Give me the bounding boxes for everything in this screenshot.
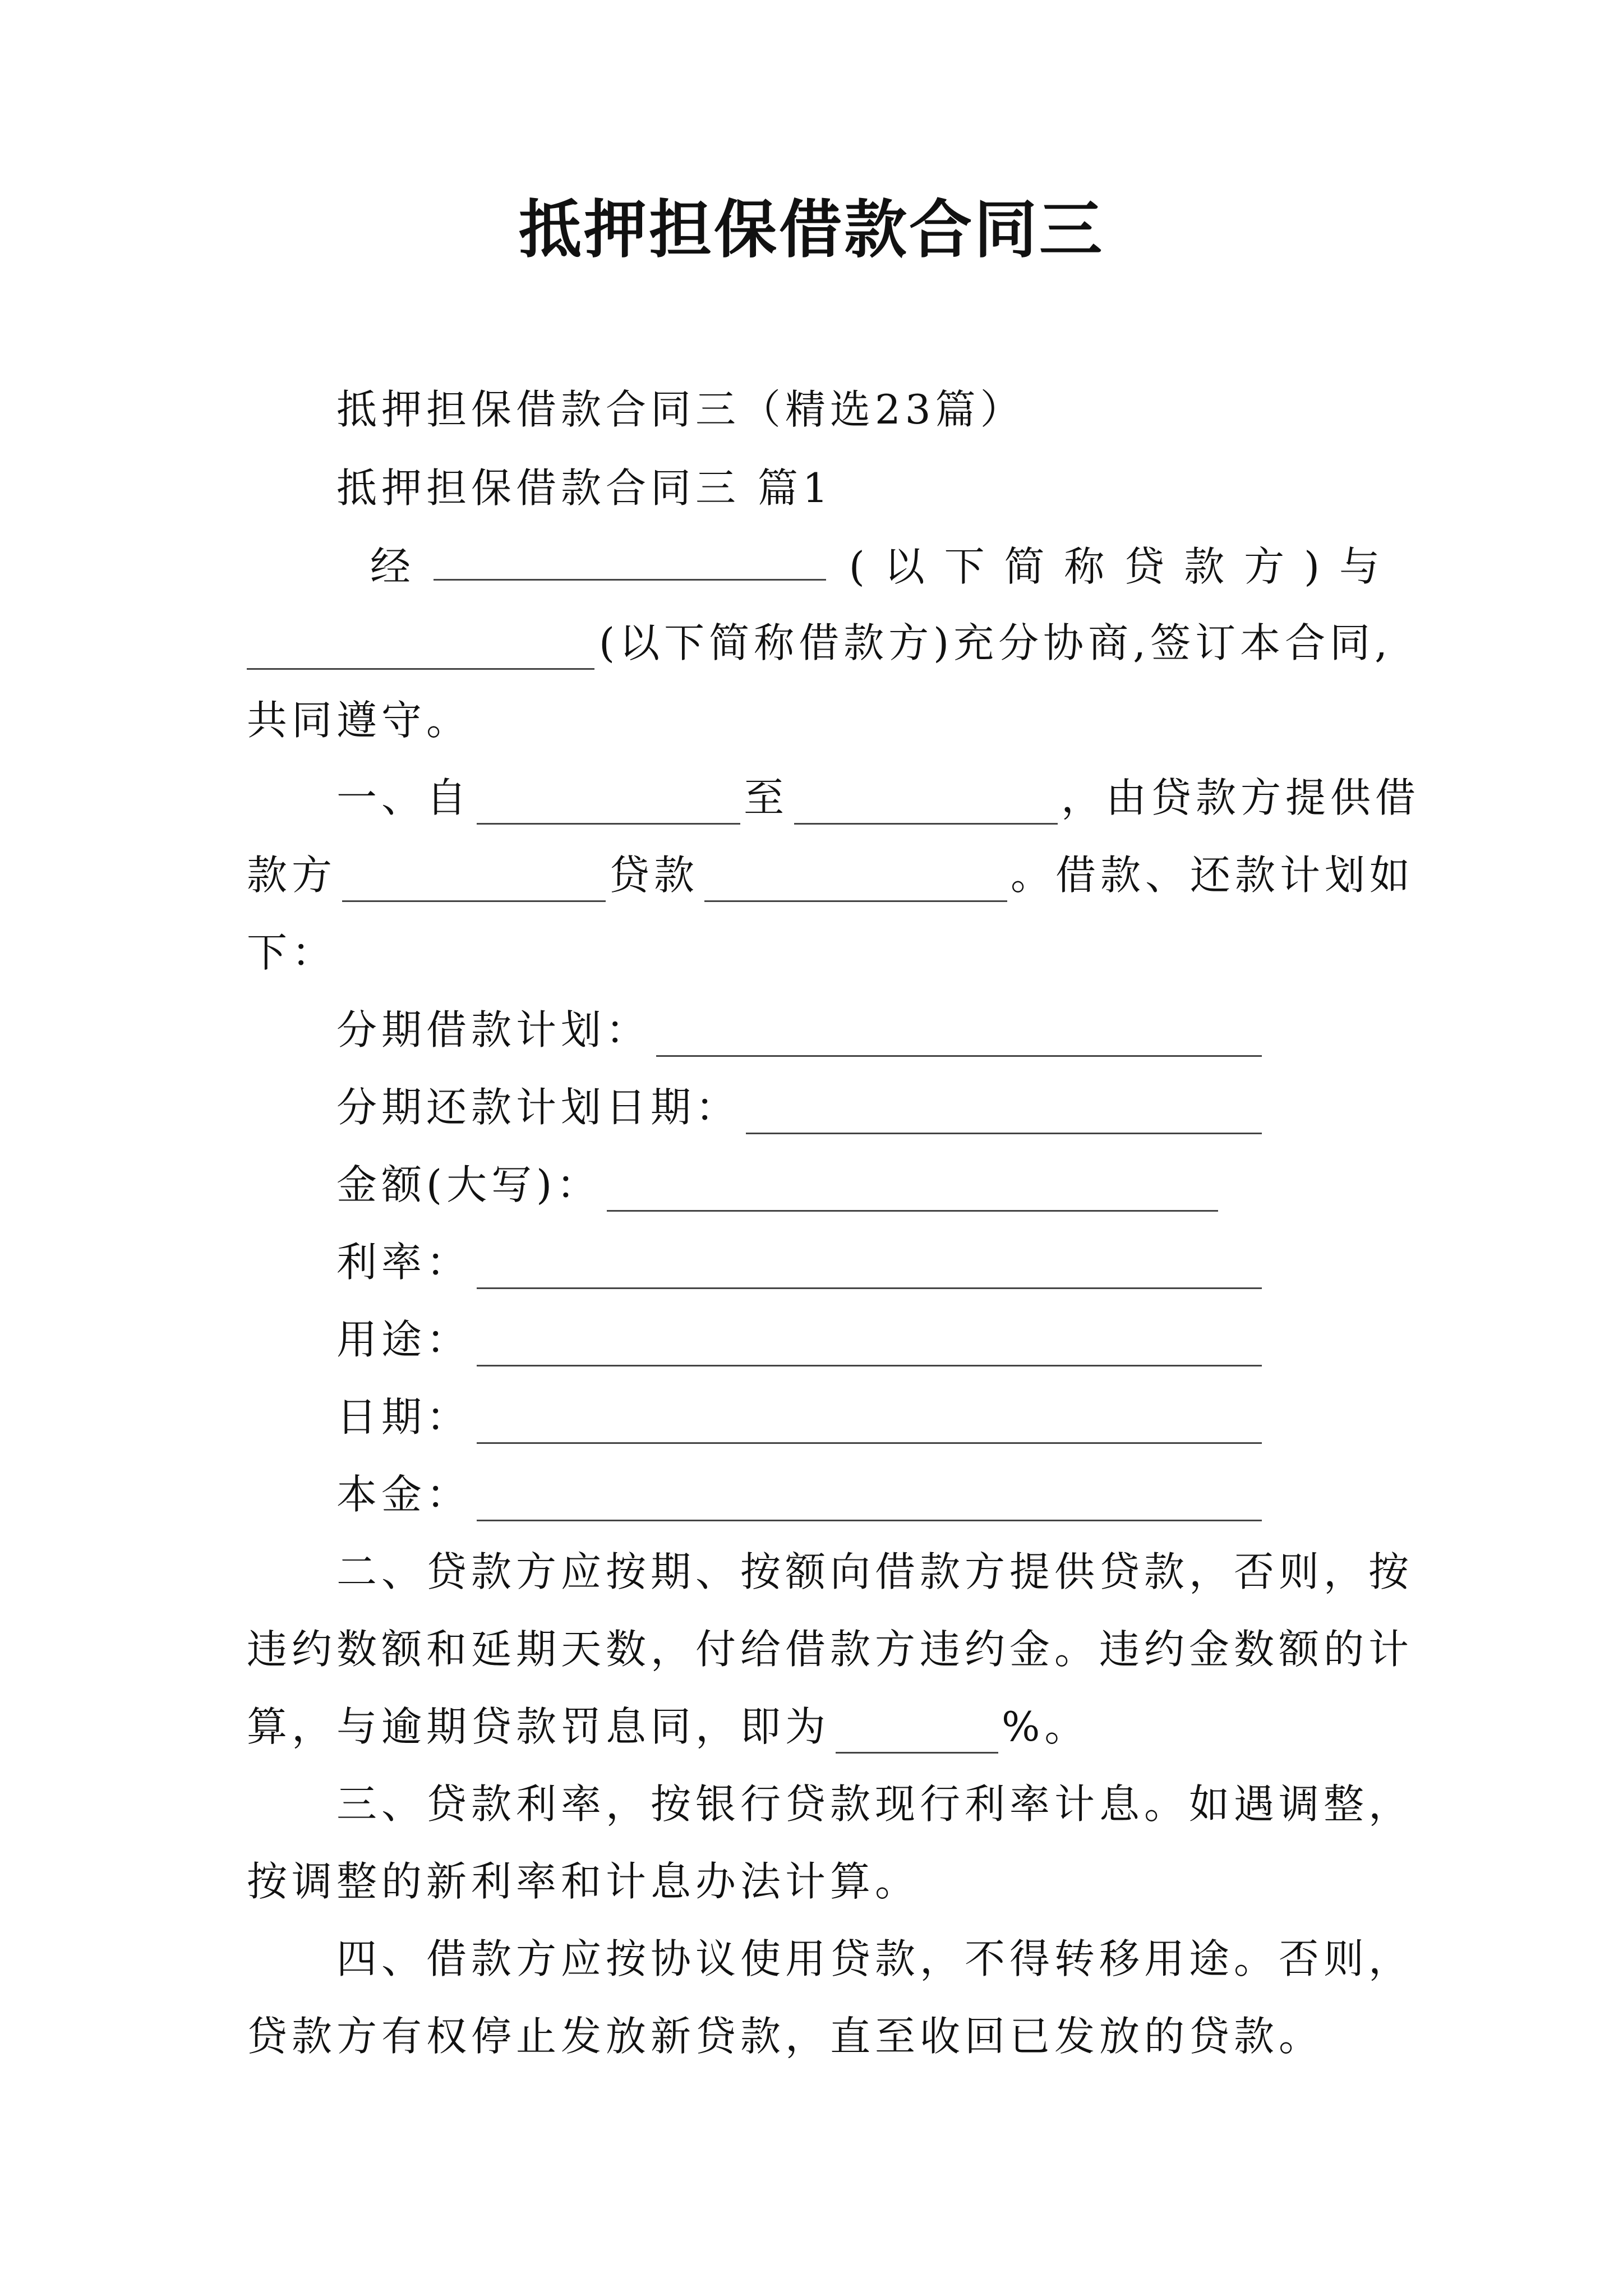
clause-1-line-1: 一、自 至 ，由贷款方提供借 [336,771,1420,825]
clause-3-line-2: 按调整的新利率和计息办法计算。 [247,1858,920,1905]
borrower-name-blank[interactable] [247,628,594,670]
borrower-blank[interactable] [342,860,606,902]
intro-line-3: 共同遵守。 [247,697,472,744]
clause-2-line-2: 违约数额和延期天数，付给借款方违约金。违约金数额的计 [247,1626,1414,1673]
field-repayment-dates: 分期还款计划日期： [336,1080,1265,1134]
document-subtitle: 抵押担保借款合同三（精选23篇） [336,386,1025,433]
loan-amount-blank[interactable] [704,860,1007,902]
purpose-blank[interactable] [477,1324,1262,1366]
clause-1-line-2: 款方 贷款 。借款、还款计划如 [247,848,1414,902]
document-title: 抵押担保借款合同三 [519,193,1104,266]
clause-4-line-2: 贷款方有权停止发放新贷款，直至收回已发放的贷款。 [247,2013,1324,2060]
lender-name-blank[interactable] [434,539,826,581]
section-heading: 抵押担保借款合同三 篇1 [336,464,833,512]
intro-line-2: (以下简称借款方)充分协商,签订本合同, [247,616,1392,670]
date-blank[interactable] [477,1402,1262,1444]
field-date: 日期： [336,1390,1265,1444]
clause-3-line-1: 三、贷款利率，按银行贷款现行利率计息。如遇调整， [336,1780,1414,1828]
field-installment-loan-plan: 分期借款计划： [336,1003,1265,1057]
principal-blank[interactable] [477,1479,1262,1521]
interest-rate-blank[interactable] [477,1247,1262,1289]
penalty-rate-blank[interactable] [836,1711,998,1754]
end-date-blank[interactable] [794,783,1058,825]
clause-2-line-1: 二、贷款方应按期、按额向借款方提供贷款，否则，按 [336,1548,1414,1595]
clause-4-line-1: 四、借款方应按协议使用贷款，不得转移用途。否则， [336,1935,1414,1982]
repayment-dates-blank[interactable] [746,1092,1262,1134]
clause-1-line-3: 下： [247,929,337,976]
field-purpose: 用途： [336,1313,1265,1366]
field-principal: 本金： [336,1467,1265,1521]
installment-loan-plan-blank[interactable] [656,1015,1262,1057]
start-date-blank[interactable] [477,783,740,825]
amount-in-words-blank[interactable] [607,1170,1218,1212]
clause-2-line-3: 算，与逾期贷款罚息同，即为 %。 [247,1700,1089,1754]
field-amount-in-words: 金额(大写)： [336,1158,1221,1212]
intro-line-1: 经 ( 以 下 简 称 贷 款 方 ) 与 [370,539,1380,593]
field-interest-rate: 利率： [336,1235,1265,1289]
